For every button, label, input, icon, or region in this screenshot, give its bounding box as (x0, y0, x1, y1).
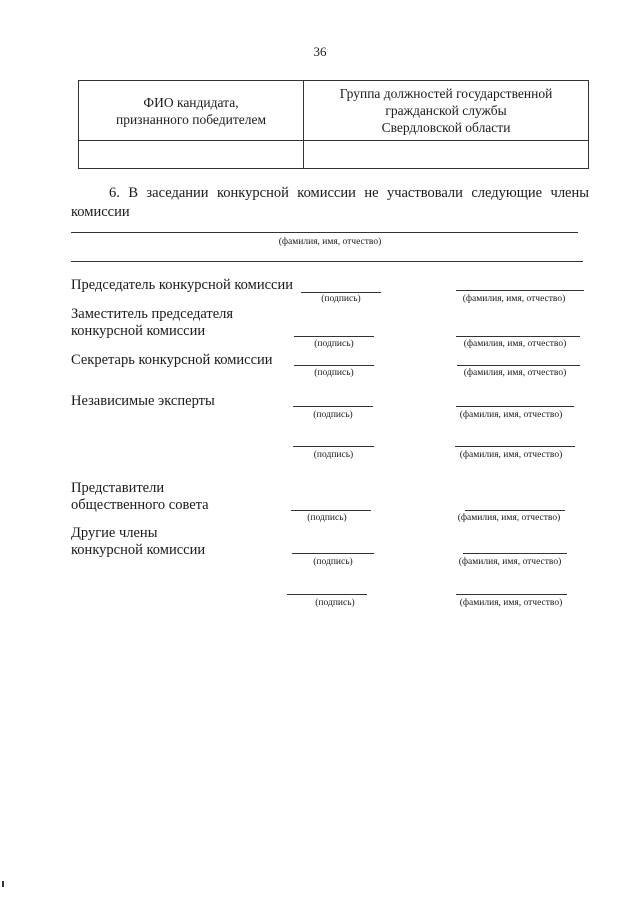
table-header-row (79, 81, 589, 141)
scan-margin-mark (2, 881, 4, 887)
chairman-signature-line[interactable] (301, 292, 381, 293)
header-group-line3: Свердловской области (381, 120, 511, 135)
public-council-label-line1: Представители (71, 480, 165, 496)
header-candidate-line2: признанного победителем (115, 111, 266, 127)
expert-2-signature-caption: (подпись) (313, 450, 354, 460)
expert-2-fio-caption: (фамилия, имя, отчество) (459, 450, 563, 460)
absent-members-line-2[interactable] (71, 261, 583, 262)
expert-1-fio-caption: (фамилия, имя, отчество) (459, 410, 563, 420)
deputy-chairman-label-line1: Заместитель председателя (71, 306, 234, 322)
section-6-number: 6. (109, 185, 120, 201)
other-member-1-signature-caption: (подпись) (313, 557, 353, 567)
other-member-2-fio-line[interactable] (456, 594, 567, 595)
other-member-1-fio-line[interactable] (463, 553, 567, 554)
header-group-line2: гражданской службы (385, 103, 507, 118)
section-6-paragraph (71, 184, 589, 222)
expert-1-fio-line[interactable] (456, 406, 574, 407)
public-council-label-line2: общественного совета (71, 497, 209, 513)
other-member-1-fio-caption: (фамилия, имя, отчество) (458, 557, 562, 567)
header-cell-candidate (79, 81, 304, 141)
expert-1-signature-caption: (подпись) (313, 410, 353, 420)
winner-table (78, 80, 589, 169)
independent-experts-label: Независимые эксперты (71, 393, 215, 409)
page-number: 36 (313, 44, 327, 59)
deputy-chairman-label-line2: конкурсной комиссии (71, 323, 206, 339)
other-members-label-line1: Другие члены (71, 525, 158, 541)
secretary-label: Секретарь конкурсной комиссии (71, 352, 273, 368)
table-row (79, 141, 589, 169)
public-council-signature-line[interactable] (291, 510, 371, 511)
table-cell-candidate[interactable] (79, 141, 304, 169)
secretary-fio-line[interactable] (457, 365, 580, 366)
other-member-2-signature-line[interactable] (287, 594, 367, 595)
deputy-chairman-signature-line[interactable] (294, 336, 374, 337)
absent-members-line-1[interactable] (71, 232, 578, 233)
expert-1-signature-line[interactable] (293, 406, 373, 407)
chairman-label: Председатель конкурсной комиссии (71, 277, 293, 293)
expert-2-signature-line[interactable] (293, 446, 374, 447)
deputy-chairman-fio-line[interactable] (456, 336, 580, 337)
other-member-1-signature-line[interactable] (292, 553, 374, 554)
absent-members-fio-caption: (фамилия, имя, отчество) (278, 237, 382, 247)
chairman-fio-line[interactable] (456, 290, 584, 291)
public-council-signature-caption: (подпись) (307, 513, 347, 523)
public-council-fio-caption: (фамилия, имя, отчество) (457, 513, 561, 523)
table-cell-position-group[interactable] (304, 141, 589, 169)
header-group-line1: Группа должностей государственной (339, 86, 553, 101)
other-member-2-fio-caption: (фамилия, имя, отчество) (459, 598, 563, 608)
secretary-signature-caption: (подпись) (314, 368, 354, 378)
chairman-signature-caption: (подпись) (321, 294, 361, 304)
secretary-signature-line[interactable] (294, 365, 374, 366)
header-cell-position-group (304, 81, 589, 141)
deputy-chairman-fio-caption: (фамилия, имя, отчество) (463, 339, 567, 349)
public-council-fio-line[interactable] (465, 510, 565, 511)
secretary-fio-caption: (фамилия, имя, отчество) (463, 368, 567, 378)
other-member-2-signature-caption: (подпись) (315, 598, 355, 608)
expert-2-fio-line[interactable] (455, 446, 575, 447)
chairman-fio-caption: (фамилия, имя, отчество) (462, 294, 566, 304)
header-candidate-line1: ФИО кандидата, (143, 94, 239, 110)
section-6-text: В заседании конкурсной комиссии не участвовали следующие члены комиссии (71, 185, 589, 220)
deputy-chairman-signature-caption: (подпись) (314, 339, 354, 349)
other-members-label-line2: конкурсной комиссии (71, 542, 206, 558)
